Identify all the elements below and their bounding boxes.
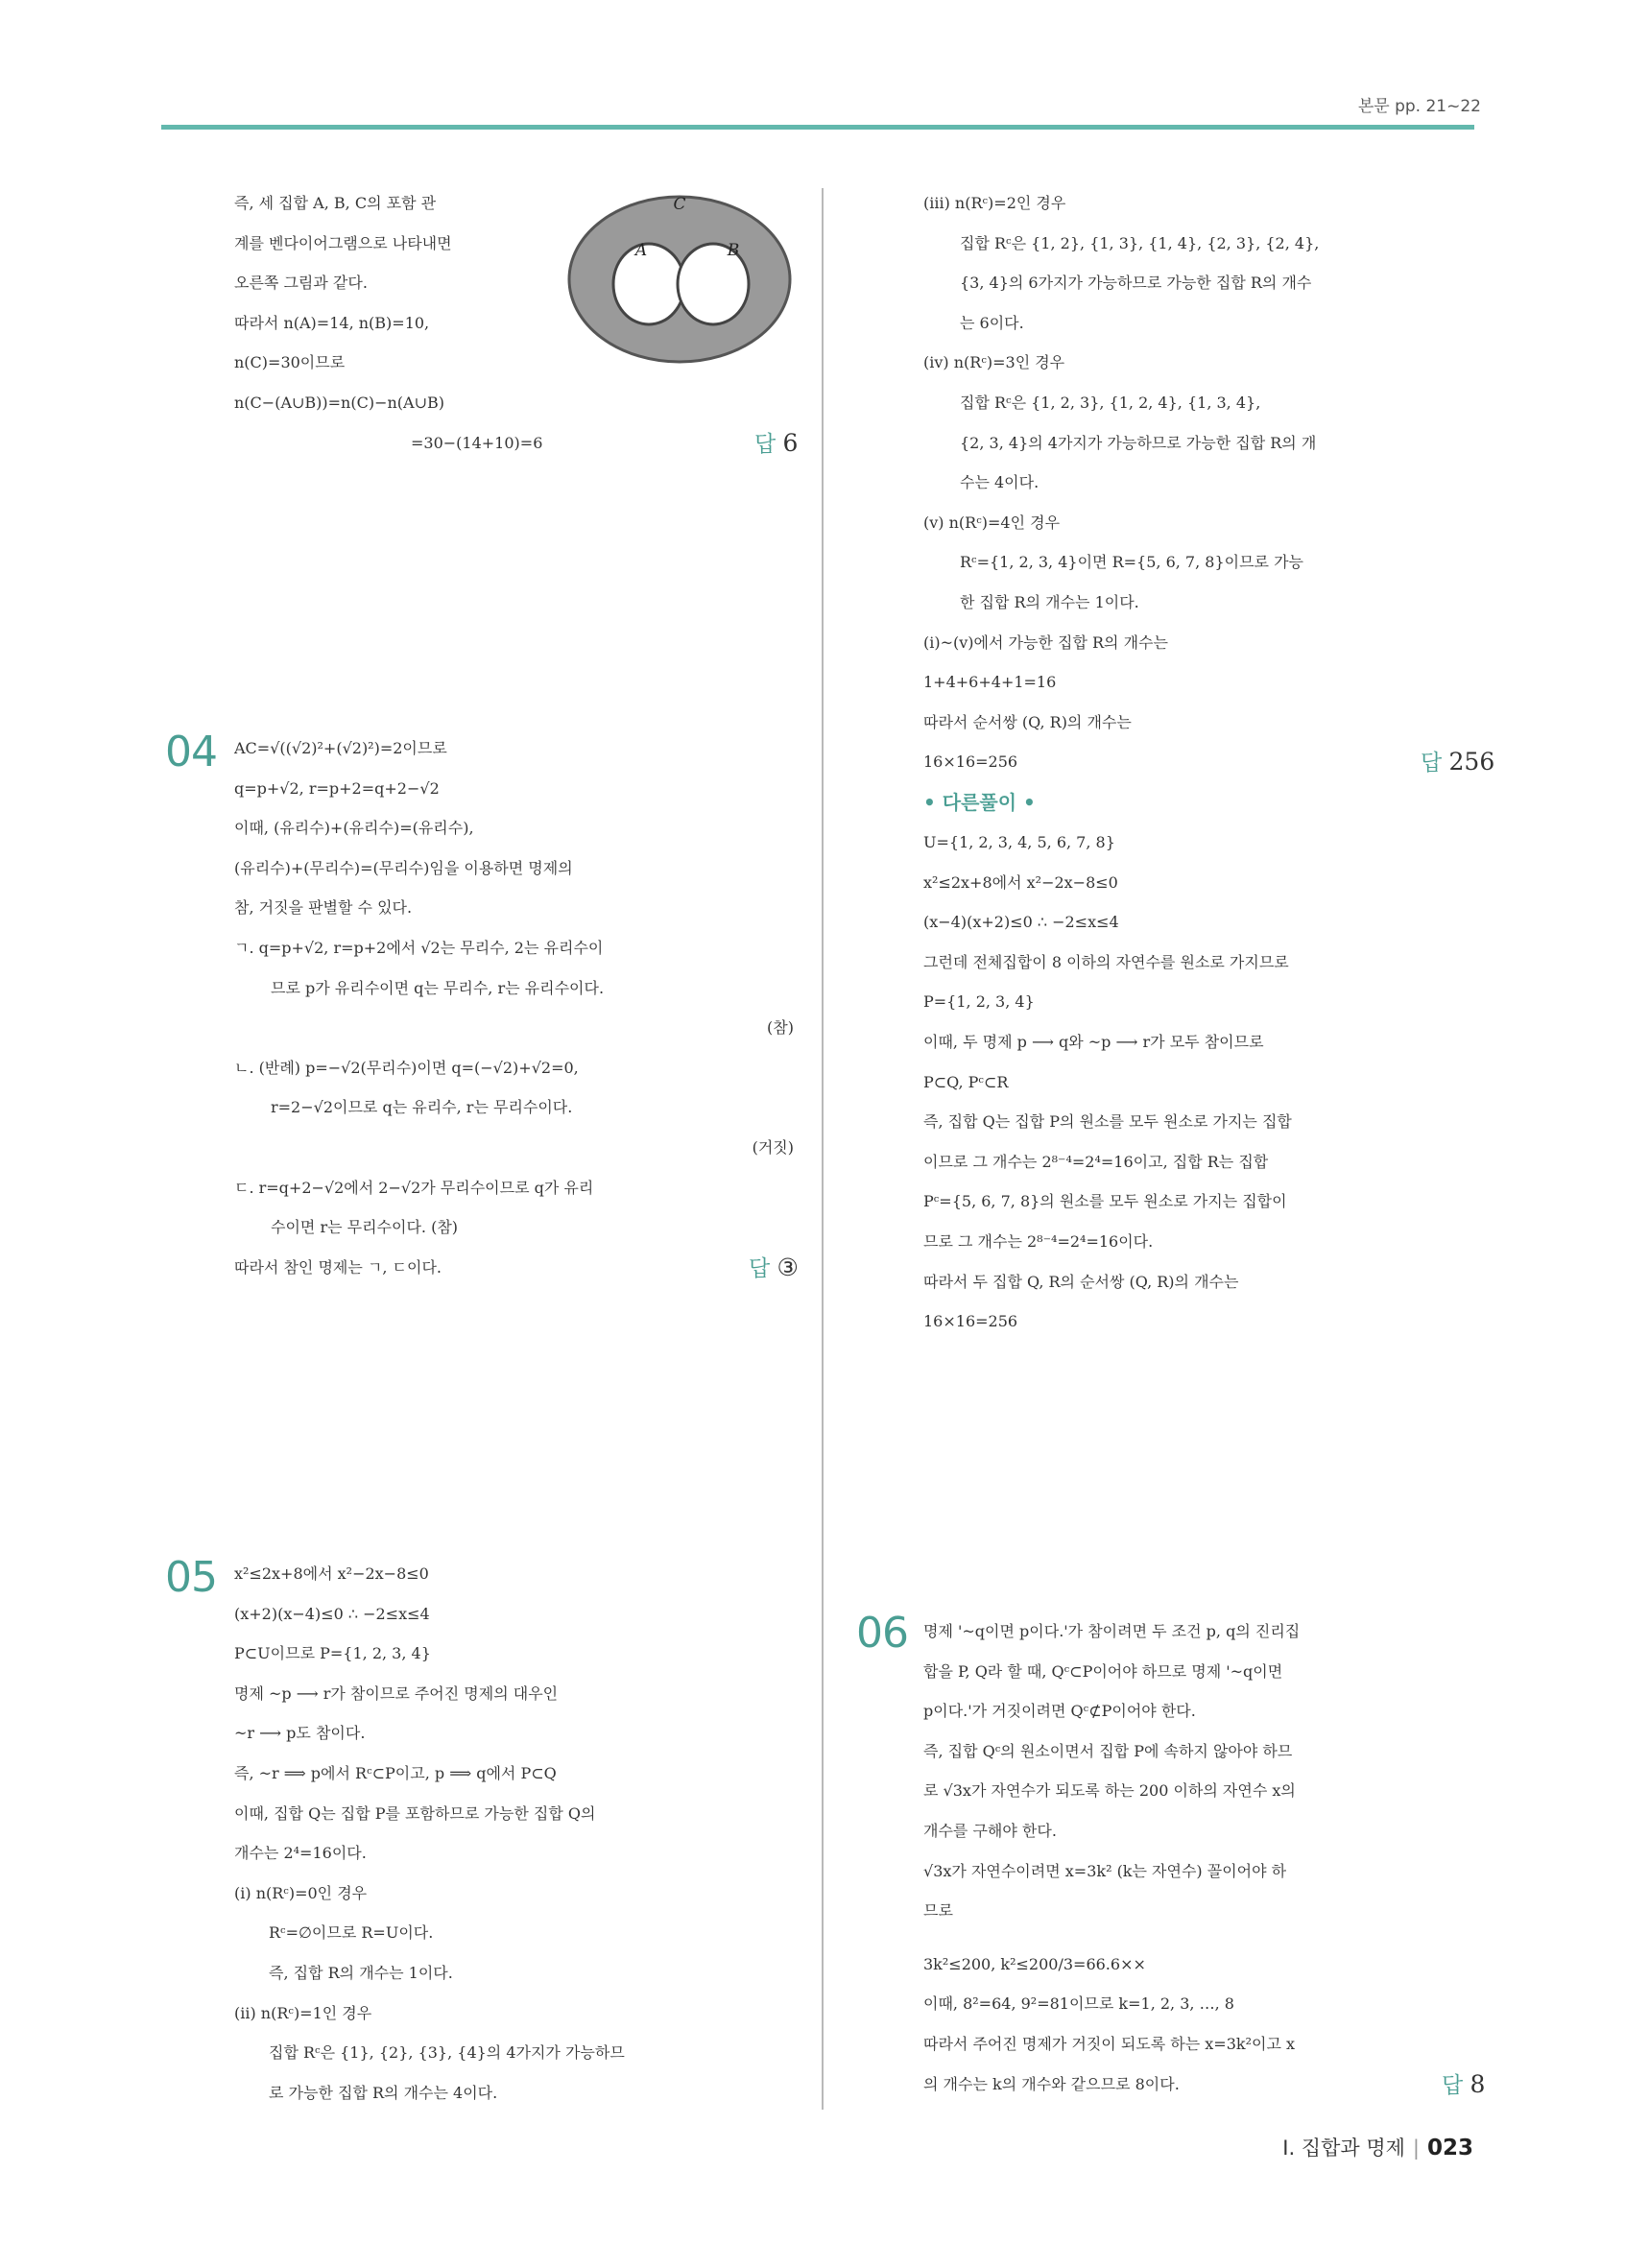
rtop-line: 수는 4이다. [960, 473, 1040, 492]
rtop-line: {2, 3, 4}의 4가지가 가능하므로 가능한 집합 R의 개 [960, 433, 1317, 452]
q04-line: 따라서 참인 명제는 ㄱ, ㄷ이다. [234, 1257, 442, 1277]
prev-line: 오른쪽 그림과 같다. [234, 274, 368, 293]
venn-set-a [613, 244, 684, 324]
answer [754, 428, 798, 460]
venn-label-c: C [673, 195, 686, 214]
alt-line: P⊂Q, Pᶜ⊂R [923, 1072, 1009, 1091]
answer-value: 6 [782, 428, 799, 457]
question-number: 06 [856, 1609, 908, 1658]
rtop-line: (ⅳ) n(Rᶜ)=3인 경우 [923, 353, 1065, 372]
alt-line: 즉, 집합 Q는 집합 P의 원소를 모두 원소로 가지는 집합 [923, 1112, 1292, 1132]
rtop-line: (ⅰ)~(ⅴ)에서 가능한 집합 R의 개수는 [923, 633, 1168, 652]
q06-line: 합을 P, Q라 할 때, Qᶜ⊂P이어야 하므로 명제 '~q이면 [923, 1661, 1283, 1681]
q05-line: 즉, 집합 R의 개수는 1이다. [269, 1964, 453, 1982]
q04-line: 참, 거짓을 판별할 수 있다. [234, 898, 413, 918]
column-divider [822, 188, 824, 2110]
q05-line: x²≤2x+8에서 x²−2x−8≤0 [234, 1564, 429, 1583]
alt-line: P={1, 2, 3, 4} [923, 992, 1035, 1012]
q06-line: √3x가 자연수이려면 x=3k² (k는 자연수) 꼴이어야 하 [923, 1861, 1287, 1880]
prev-line: n(C)=30이므로 [234, 353, 346, 372]
footer [1282, 2133, 1473, 2161]
alt-line: x²≤2x+8에서 x²−2x−8≤0 [923, 872, 1118, 892]
alt-line: U={1, 2, 3, 4, 5, 6, 7, 8} [923, 833, 1115, 851]
rtop-line: {3, 4}의 6가지가 가능하므로 가능한 집합 R의 개수 [960, 274, 1312, 293]
q05-line: (ⅱ) n(Rᶜ)=1인 경우 [234, 2003, 372, 2022]
q04-line: 수이면 r는 무리수이다. (참) [271, 1218, 459, 1237]
q05-line: 로 가능한 집합 R의 개수는 4이다. [269, 2083, 498, 2102]
prev-line: =30−(14+10)=6 [411, 433, 543, 452]
footer-section: Ⅰ. 집합과 명제 [1282, 2137, 1405, 2160]
alt-line: 므로 그 개수는 2⁸⁻⁴=2⁴=16이다. [923, 1232, 1154, 1251]
rtop-line: Rᶜ={1, 2, 3, 4}이면 R={5, 6, 7, 8}이므로 가능 [960, 553, 1303, 572]
rtop-line: 따라서 순서쌍 (Q, R)의 개수는 [923, 712, 1132, 731]
rtop-line: 집합 Rᶜ은 {1, 2, 3}, {1, 2, 4}, {1, 3, 4}, [960, 394, 1261, 412]
page-ref: 본문 pp. 21~22 [1357, 97, 1481, 116]
q05-line: 집합 Rᶜ은 {1}, {2}, {3}, {4}의 4가지가 가능하므 [269, 2043, 625, 2063]
alt-line: 그런데 전체집합이 8 이하의 자연수를 원소로 가지므로 [923, 952, 1289, 971]
q05-line: 즉, ~r ⟹ p에서 Rᶜ⊂P이고, p ⟹ q에서 P⊂Q [234, 1764, 557, 1782]
question-number: 05 [165, 1553, 217, 1602]
q06-line: 개수를 구해야 한다. [923, 1822, 1057, 1840]
answer [1442, 2069, 1485, 2101]
prev-line: 계를 벤다이어그램으로 나타내면 [234, 233, 452, 252]
q05-line: (ⅰ) n(Rᶜ)=0인 경우 [234, 1883, 368, 1902]
q04-line: AC=√((√2)²+(√2)²)=2이므로 [234, 739, 447, 757]
q06-line: 이때, 8²=64, 9²=81이므로 k=1, 2, 3, …, 8 [923, 1994, 1234, 2014]
q06-line: 3k²≤200, k²≤200/3=66.6×× [923, 1954, 1146, 1973]
venn-diagram [564, 188, 795, 370]
question-number: 04 [165, 728, 217, 776]
answer-label: 답 [749, 1255, 771, 1281]
q05-line: 개수는 2⁴=16이다. [234, 1844, 367, 1863]
q06-line: 로 √3x가 자연수가 되도록 하는 200 이하의 자연수 x의 [923, 1781, 1296, 1801]
q04-line: (유리수)+(무리수)=(무리수)임을 이용하면 명제의 [234, 858, 573, 877]
answer-label: 답 [1421, 751, 1443, 776]
verdict: (참) [767, 1018, 794, 1038]
q06-line: 즉, 집합 Qᶜ의 원소이면서 집합 P에 속하지 않아야 하므 [923, 1741, 1293, 1760]
venn-label-a: A [634, 241, 648, 260]
answer-label: 답 [1442, 2072, 1464, 2098]
alt-line: 이므로 그 개수는 2⁸⁻⁴=2⁴=16이고, 집합 R는 집합 [923, 1152, 1269, 1171]
alt-line: Pᶜ={5, 6, 7, 8}의 원소를 모두 원소로 가지는 집합이 [923, 1192, 1287, 1211]
q05-line: P⊂U이므로 P={1, 2, 3, 4} [234, 1644, 431, 1663]
alt-line: (x−4)(x+2)≤0 ∴ −2≤x≤4 [923, 913, 1119, 932]
q04-line: r=2−√2이므로 q는 유리수, r는 무리수이다. [271, 1098, 573, 1117]
q06-line: 므로 [923, 1901, 953, 1921]
prev-line: 즉, 세 집합 A, B, C의 포함 관 [234, 194, 437, 212]
rtop-line: 1+4+6+4+1=16 [923, 673, 1057, 692]
q06-line: 명제 '~q이면 p이다.'가 참이려면 두 조건 p, q의 진리집 [923, 1622, 1301, 1640]
page-number: 023 [1426, 2136, 1473, 2161]
rtop-line: (ⅴ) n(Rᶜ)=4인 경우 [923, 513, 1061, 532]
alt-line: 이때, 두 명제 p ⟶ q와 ~p ⟶ r가 모두 참이므로 [923, 1033, 1264, 1051]
answer-label: 답 [754, 431, 777, 457]
q05-line: 이때, 집합 Q는 집합 P를 포함하므로 가능한 집합 Q의 [234, 1803, 596, 1823]
q06-line: 의 개수는 k의 개수와 같으므로 8이다. [923, 2074, 1180, 2093]
answer-value: ③ [777, 1253, 799, 1281]
q04-line: 므로 p가 유리수이면 q는 무리수, r는 유리수이다. [271, 978, 605, 997]
answer-value: 256 [1448, 748, 1495, 776]
q04-line: ㄱ. q=p+√2, r=p+2에서 √2는 무리수, 2는 유리수이 [234, 939, 604, 957]
q05-line: ~r ⟶ p도 참이다. [234, 1724, 366, 1743]
answer [1421, 747, 1494, 778]
prev-line: 따라서 n(A)=14, n(B)=10, [234, 313, 430, 332]
rtop-line: 는 6이다. [960, 313, 1024, 332]
alt-line: 따라서 두 집합 Q, R의 순서쌍 (Q, R)의 개수는 [923, 1272, 1239, 1291]
rtop-line: 16×16=256 [923, 752, 1018, 772]
q06-line: 따라서 주어진 명제가 거짓이 되도록 하는 x=3k²이고 x [923, 2035, 1296, 2053]
q06-line: p이다.'가 거짓이려면 Qᶜ⊄P이어야 한다. [923, 1702, 1196, 1721]
q04-line: ㄴ. (반례) p=−√2(무리수)이면 q=(−√2)+√2=0, [234, 1058, 579, 1077]
venn-label-b: B [727, 241, 740, 260]
prev-line: n(C−(A∪B))=n(C)−n(A∪B) [234, 394, 444, 412]
answer-value: 8 [1470, 2069, 1486, 2098]
header-rule [161, 125, 1474, 130]
alt-line: 16×16=256 [923, 1312, 1018, 1331]
q05-line: 명제 ~p ⟶ r가 참이므로 주어진 명제의 대우인 [234, 1683, 559, 1703]
footer-separator: | [1412, 2137, 1420, 2160]
q04-line: 이때, (유리수)+(유리수)=(유리수), [234, 819, 474, 838]
verdict: (거짓) [752, 1138, 794, 1157]
q05-line: Rᶜ=∅이므로 R=U이다. [269, 1923, 434, 1943]
answer [749, 1253, 799, 1284]
q05-line: (x+2)(x−4)≤0 ∴ −2≤x≤4 [234, 1604, 430, 1623]
alt-solution-tag: • 다른풀이 • [923, 791, 1036, 814]
rtop-line: (ⅲ) n(Rᶜ)=2인 경우 [923, 194, 1066, 212]
q04-line: ㄷ. r=q+2−√2에서 2−√2가 무리수이므로 q가 유리 [234, 1178, 594, 1197]
rtop-line: 한 집합 R의 개수는 1이다. [960, 593, 1139, 611]
q04-line: q=p+√2, r=p+2=q+2−√2 [234, 778, 440, 798]
rtop-line: 집합 Rᶜ은 {1, 2}, {1, 3}, {1, 4}, {2, 3}, {2, 4}, [960, 233, 1320, 252]
